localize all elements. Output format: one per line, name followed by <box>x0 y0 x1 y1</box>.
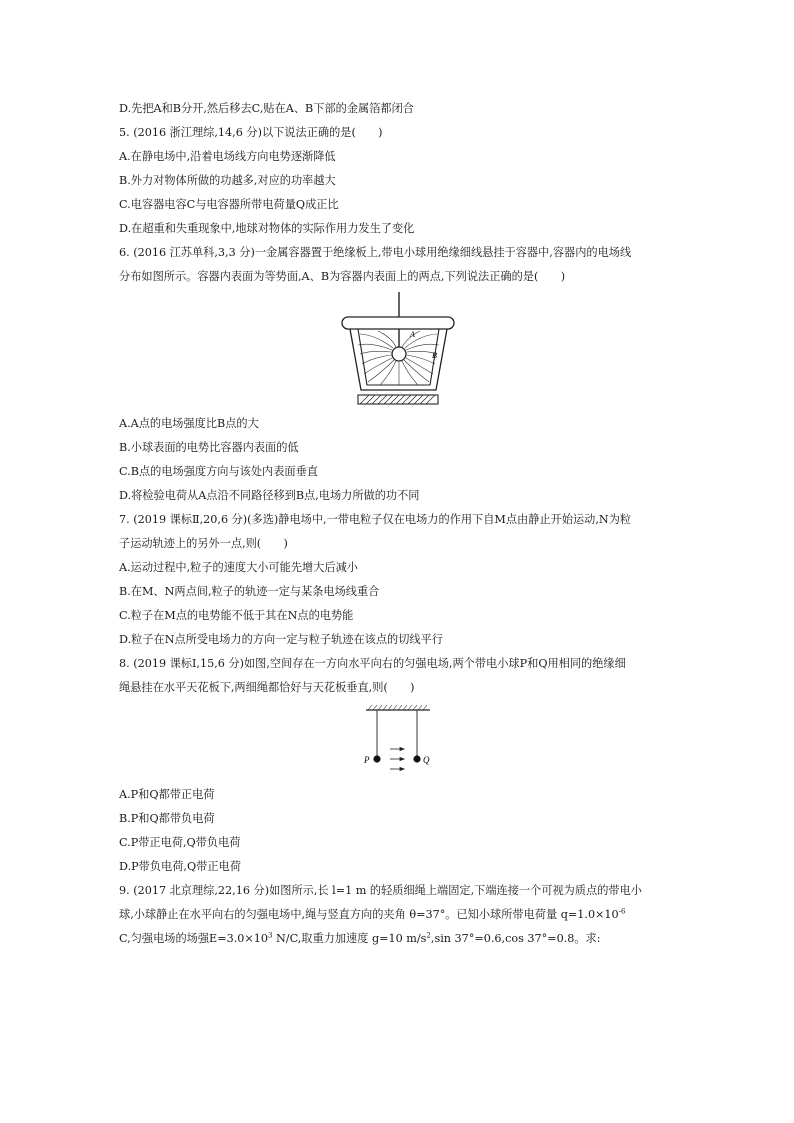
q4-option-d: D.先把A和B分开,然后移去C,贴在A、B下部的金属箔都闭合 <box>119 102 414 115</box>
q6-option-b: B.小球表面的电势比容器内表面的低 <box>119 441 299 454</box>
q6-stem-line2: 分布如图所示。容器内表面为等势面,A、B为容器内表面上的两点,下列说法正确的是( ) <box>119 270 566 283</box>
q7-option-c: C.粒子在M点的电势能不低于其在N点的电势能 <box>119 609 354 622</box>
q9-accel-exponent: 2 <box>426 931 431 940</box>
q7-stem-line2: 子运动轨迹上的另外一点,则( ) <box>119 537 288 550</box>
q8-option-d: D.P带负电荷,Q带正电荷 <box>119 860 241 873</box>
q8-option-c: C.P带正电荷,Q带负电荷 <box>119 836 241 849</box>
q9-stem-line1: 9. (2017 北京理综,22,16 分)如图所示,长 l=1 m 的轻质细绳上端固定,下端连接一个可视为质点的带电小 <box>119 884 642 897</box>
field-arrows <box>390 748 404 771</box>
q9-line3-part-a: C,匀强电场的场强E=3.0×10 <box>119 932 268 945</box>
q5-stem: 5. (2016 浙江理综,14,6 分)以下说法正确的是( ) <box>119 126 383 139</box>
q6-container-figure <box>336 290 460 410</box>
q5-option-c: C.电容器电容C与电容器所带电荷量Q成正比 <box>119 198 339 211</box>
q8-stem-line2: 绳悬挂在水平天花板下,两细绳都恰好与天花板垂直,则( ) <box>119 681 415 694</box>
q7-option-b: B.在M、N两点间,粒子的轨迹一定与某条电场线重合 <box>119 585 380 598</box>
label-a: A <box>410 330 415 339</box>
q9-stem-line3 <box>119 931 679 947</box>
q5-option-d: D.在超重和失重现象中,地球对物体的实际作用力发生了变化 <box>119 222 415 235</box>
q6-option-a: A.A点的电场强度比B点的大 <box>119 417 259 430</box>
ball-q <box>413 755 420 762</box>
q8-stem-line1: 8. (2019 课标Ⅰ,15,6 分)如图,空间存在一方向水平向右的匀强电场,两个带电小球P和Q用相同的绝缘细 <box>119 657 626 670</box>
q6-option-c: C.B点的电场强度方向与该处内表面垂直 <box>119 465 318 478</box>
label-b: B <box>432 351 437 360</box>
ball-p <box>373 755 380 762</box>
q7-option-d: D.粒子在N点所受电场力的方向一定与粒子轨迹在该点的切线平行 <box>119 633 443 646</box>
q9-line3-part-c: ,sin 37°=0.6,cos 37°=0.8。求: <box>430 932 601 945</box>
q5-option-a: A.在静电场中,沿着电场线方向电势逐渐降低 <box>119 150 336 163</box>
q6-option-d: D.将检验电荷从A点沿不同路径移到B点,电场力所做的功不同 <box>119 489 420 502</box>
q9-field-exponent: 3 <box>267 931 273 940</box>
q9-stem-line2 <box>119 907 679 923</box>
q6-stem-line1: 6. (2016 江苏单科,3,3 分)一金属容器置于绝缘板上,带电小球用绝缘细线悬挂于容器中,容器内的电场线 <box>119 246 632 259</box>
label-p: P <box>364 755 370 765</box>
q8-option-a: A.P和Q都带正电荷 <box>119 788 215 801</box>
label-q: Q <box>423 755 430 765</box>
q9-line3-part-b: N/C,取重力加速度 g=10 m/s <box>272 932 427 945</box>
q7-option-a: A.运动过程中,粒子的速度大小可能先增大后减小 <box>119 561 358 574</box>
container-rim <box>342 317 454 329</box>
q9-line2-text: 球,小球静止在水平向右的匀强电场中,绳与竖直方向的夹角 θ=37°。已知小球所带电荷量 q=1.0×10 <box>119 908 619 921</box>
q9-charge-exponent: -6 <box>618 907 626 916</box>
q8-option-b: B.P和Q都带负电荷 <box>119 812 215 825</box>
q8-pendulum-figure <box>358 702 438 778</box>
charged-sphere <box>392 347 406 361</box>
q7-stem-line1: 7. (2019 课标Ⅱ,20,6 分)(多选)静电场中,一带电粒子仅在电场力的作用下自M点由静止开始运动,N为粒 <box>119 513 632 526</box>
q5-option-b: B.外力对物体所做的功越多,对应的功率越大 <box>119 174 336 187</box>
